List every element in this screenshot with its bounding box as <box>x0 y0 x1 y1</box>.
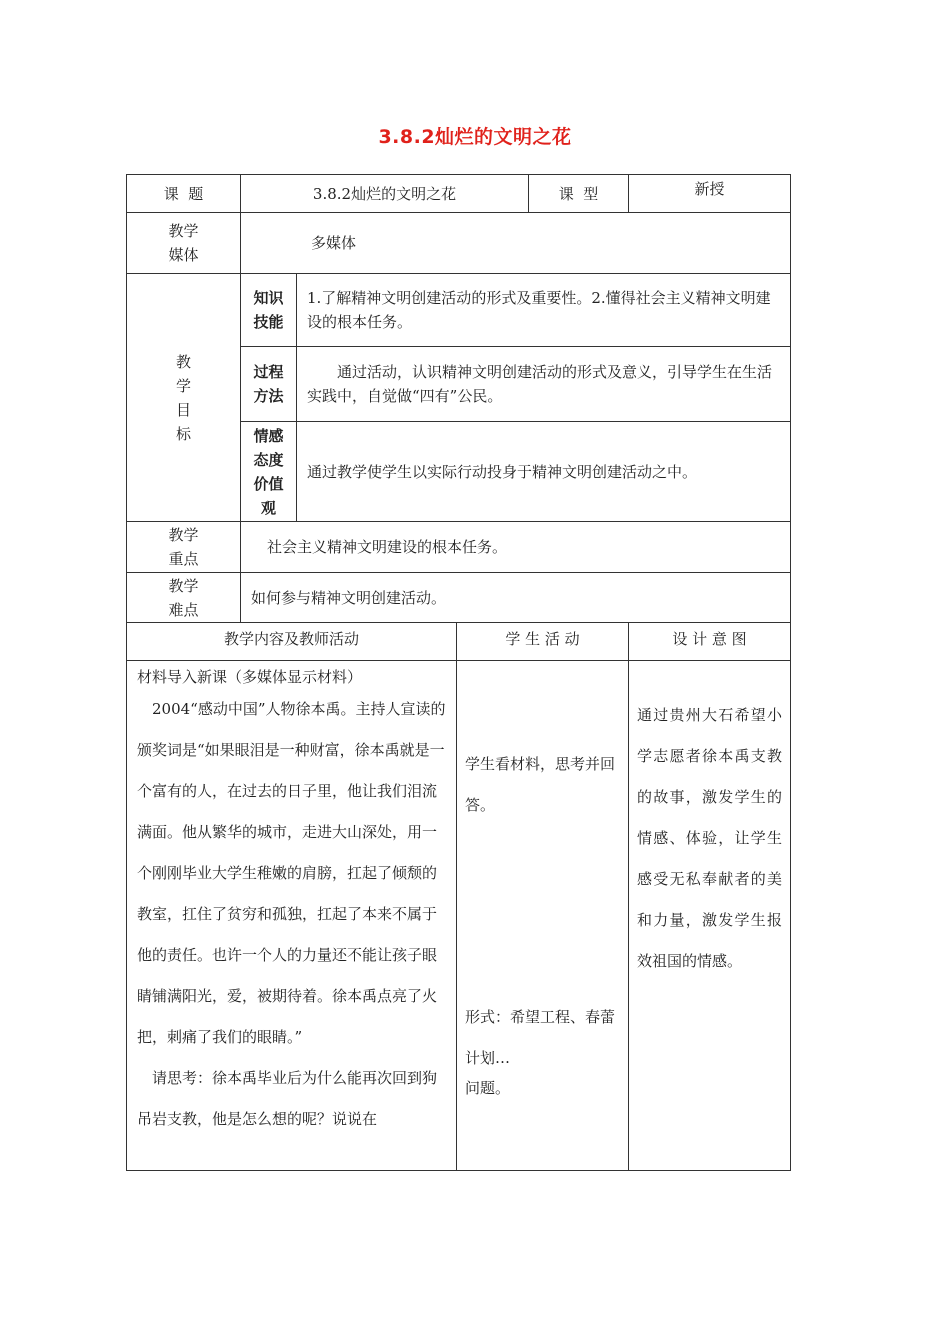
objectives-label <box>127 274 241 522</box>
key-point-label <box>127 522 241 573</box>
content-header: 教学内容及教师活动 <box>127 623 457 661</box>
content-story: 2004“感动中国”人物徐本禹。主持人宣读的颁奖词是“如果眼泪是一种财富，徐本禹就是一个富有的人，在过去的日子里，他让我们泪流满面。他从繁华的城市，走进大山深处，用一个刚刚毕业大学生稚嫩的肩膀，扛起了倾颓的教室，扛住了贫穷和孤独，扛起了本来不属于他的责任。也许一个人的力量还不能让孩子眼睛铺满阳光，爱，被期待着。徐本禹点亮了火把，刺痛了我们的眼睛。” <box>137 700 446 1046</box>
emotion-label-line: 情感 <box>253 426 284 445</box>
emotion-text: 通过教学使学生以实际行动投身于精神文明创建活动之中。 <box>297 422 791 522</box>
key-point-label-line1: 教学 <box>168 526 199 544</box>
student-header: 学 生 活 动 <box>457 623 629 661</box>
objectives-label-char: 目 <box>175 400 191 419</box>
content-cell <box>127 661 457 1171</box>
page-title: 3.8.2灿烂的文明之花 <box>378 126 572 148</box>
content-intro: 材料导入新课（多媒体显示材料） <box>137 668 363 686</box>
objectives-label-char: 学 <box>175 376 191 395</box>
knowledge-label-line2: 技能 <box>253 313 284 331</box>
media-label-line1: 教学 <box>168 222 199 240</box>
design-header: 设 计 意 图 <box>629 623 791 661</box>
difficulty-label <box>127 573 241 623</box>
lesson-info-table <box>126 174 791 623</box>
content-question: 请思考：徐本禹毕业后为什么能再次回到狗吊岩支教，他是怎么想的呢？说说在 <box>137 1069 438 1128</box>
emotion-label-line: 态度 <box>253 450 284 469</box>
difficulty-label-line2: 难点 <box>168 600 199 619</box>
objectives-label-char: 标 <box>175 424 191 443</box>
type-value: 新授 <box>629 175 791 213</box>
difficulty-text: 如何参与精神文明创建活动。 <box>241 573 791 623</box>
objectives-label-char: 教 <box>175 352 191 371</box>
topic-value: 3.8.2灿烂的文明之花 <box>241 175 529 213</box>
student-activity-2: 形式：希望工程、春蕾计划… <box>465 1008 616 1067</box>
emotion-label <box>241 422 297 522</box>
student-activity-1: 学生看材料，思考并回答。 <box>465 755 616 814</box>
media-value: 多媒体 <box>241 213 791 274</box>
design-cell <box>629 661 791 1171</box>
emotion-label-line: 价值 <box>253 474 284 493</box>
process-label-line1: 过程 <box>253 363 284 381</box>
difficulty-label-line1: 教学 <box>168 576 199 595</box>
process-label-line2: 方法 <box>253 387 284 405</box>
type-label: 课 型 <box>529 175 629 213</box>
student-cell <box>457 661 629 1171</box>
topic-label: 课 题 <box>127 175 241 213</box>
knowledge-label <box>241 274 297 347</box>
media-label <box>127 213 241 274</box>
emotion-label-line: 观 <box>260 498 276 517</box>
media-label-line2: 媒体 <box>168 246 199 264</box>
process-method-label <box>241 347 297 422</box>
process-method-text: 通过活动，认识精神文明创建活动的形式及意义，引导学生在生活实践中，自觉做“四有”公民。 <box>297 347 791 422</box>
key-point-text: 社会主义精神文明建设的根本任务。 <box>241 522 791 573</box>
teaching-process-table <box>126 622 791 1171</box>
student-activity-3: 问题。 <box>465 1079 511 1097</box>
design-intent: 通过贵州大石希望小学志愿者徐本禹支教的故事，激发学生的情感、体验，让学生感受无私奉献者的美和力量，激发学生报效祖国的情感。 <box>637 706 782 970</box>
knowledge-label-line1: 知识 <box>253 289 284 307</box>
key-point-label-line2: 重点 <box>168 550 199 568</box>
knowledge-text: 1.了解精神文明创建活动的形式及重要性。2.懂得社会主义精神文明建设的根本任务。 <box>297 274 791 347</box>
